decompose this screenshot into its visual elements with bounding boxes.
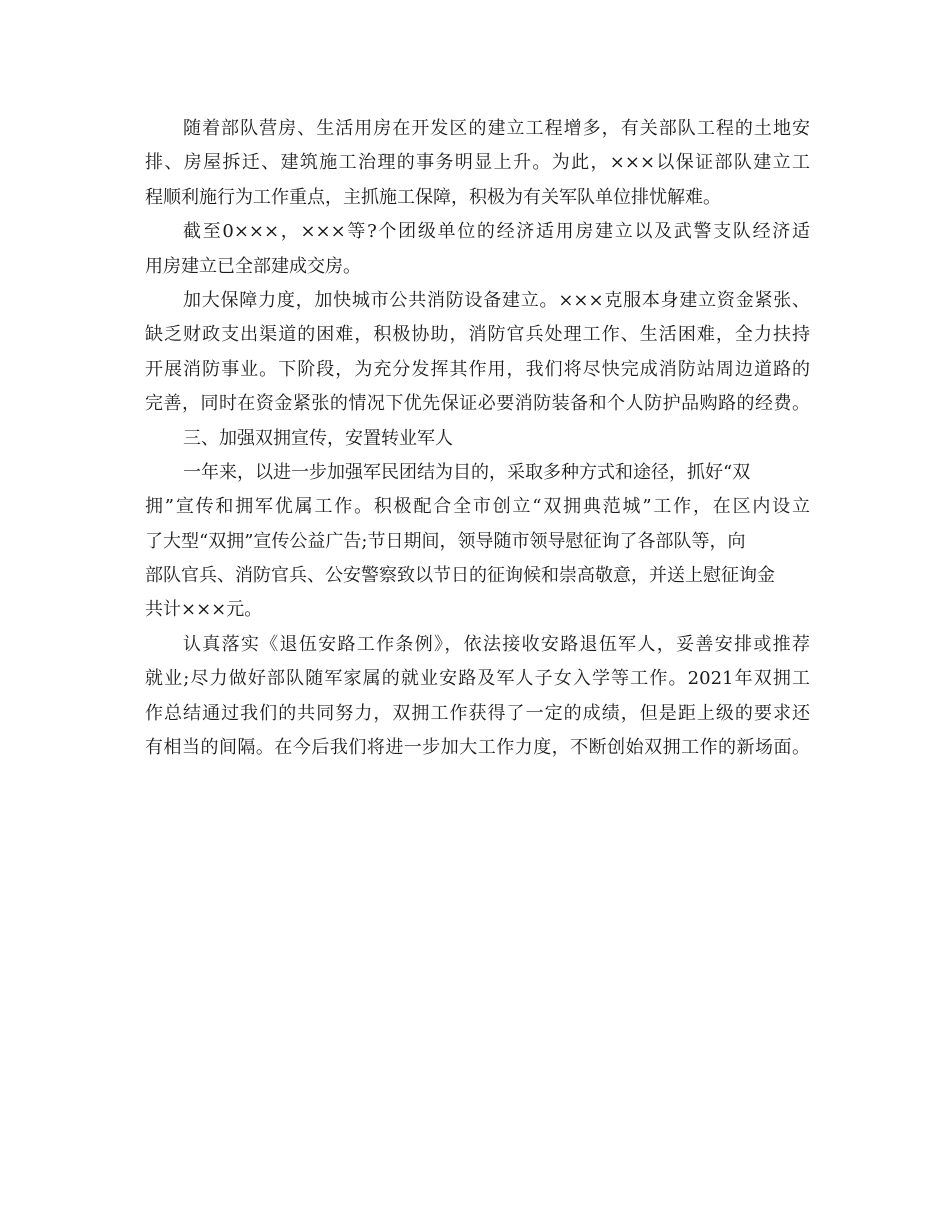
paragraph-line: 就业;尽力做好部队随军家属的就业安路及军人子女入学等工作。2021年双拥工 [145, 668, 810, 690]
paragraph-line: 认真落实《退伍安路工作条例》，依法接收安路退伍军人，妥善安排或推荐 [183, 633, 810, 655]
paragraph-line: 开展消防事业。下阶段，为充分发挥其作用，我们将尽快完成消防站周边道路的 [145, 358, 810, 380]
paragraph-line: 部队官兵、消防官兵、公安警察致以节日的征询候和崇高敬意，并送上慰征询金 [145, 565, 775, 587]
paragraph-line: 了大型“双拥”宣传公益广告;节日期间，领导随市领导慰征询了各部队等，向 [145, 530, 746, 552]
paragraph-line: 完善，同时在资金紧张的情况下优先保证必要消防装备和个人防护品购路的经费。 [145, 393, 810, 415]
paragraph-line: 用房建立已全部建成交房。 [145, 255, 361, 277]
paragraph-line: 有相当的间隔。在今后我们将进一步加大工作力度，不断创始双拥工作的新场面。 [145, 737, 810, 759]
paragraph-line: 共计×××元。 [145, 599, 263, 621]
paragraph-line: 作总结通过我们的共同努力，双拥工作获得了一定的成绩，但是距上级的要求还 [145, 702, 810, 724]
paragraph-line: 程顺利施行为工作重点，主抓施工保障，积极为有关军队单位排忧解难。 [145, 186, 721, 208]
paragraph-line: 截至0×××，×××等?个团级单位的经济适用房建立以及武警支队经济适 [183, 221, 810, 243]
section-heading: 三、加强双拥宣传，安置转业军人 [183, 427, 453, 449]
paragraph-line: 缺乏财政支出渠道的困难，积极协助，消防官兵处理工作、生活困难，全力扶持 [145, 324, 810, 346]
document-body [145, 112, 810, 765]
paragraph-line: 加大保障力度，加快城市公共消防设备建立。×××克服本身建立资金紧张、 [183, 289, 810, 311]
paragraph-line: 随着部队营房、生活用房在开发区的建立工程增多，有关部队工程的土地安 [183, 118, 810, 139]
paragraph-line: 拥”宣传和拥军优属工作。积极配合全市创立“双拥典范城”工作，在区内设立 [145, 496, 810, 518]
paragraph-line: 排、房屋拆迁、建筑施工治理的事务明显上升。为此，×××以保证部队建立工 [145, 152, 810, 174]
paragraph-line: 一年来，以进一步加强军民团结为目的，采取多种方式和途径，抓好“双 [183, 461, 751, 483]
